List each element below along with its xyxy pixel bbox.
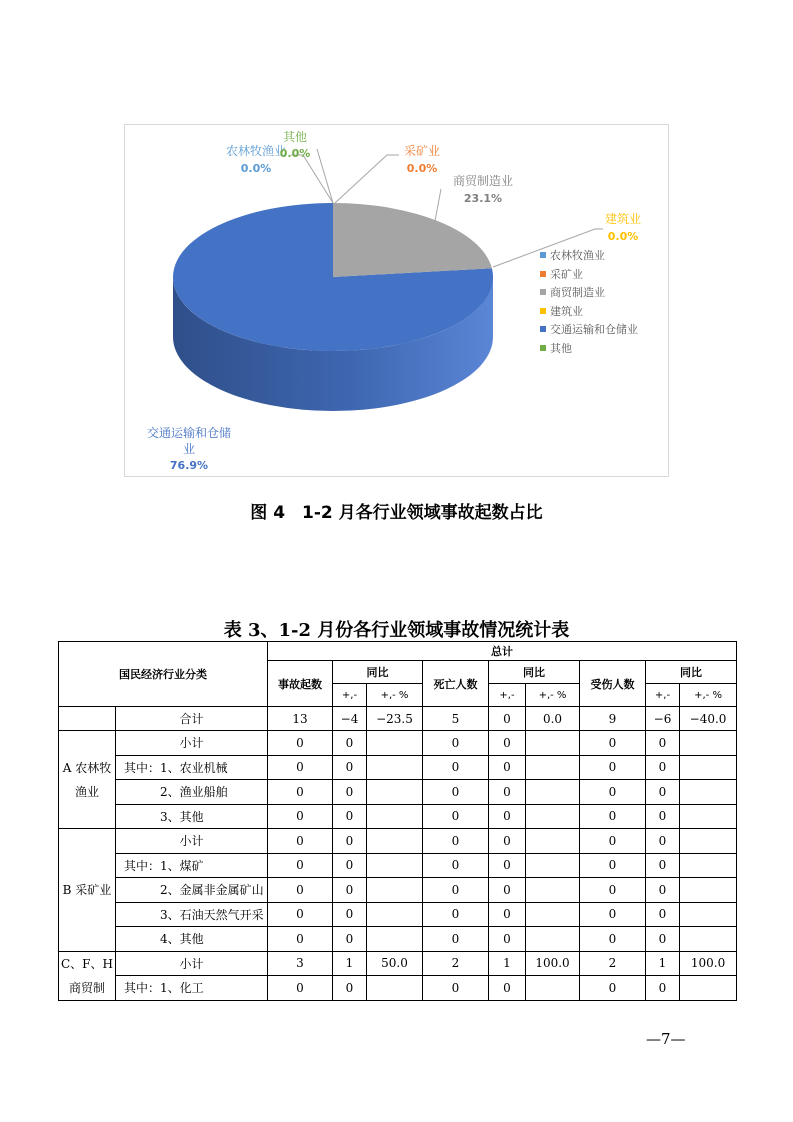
category-cell: C、F、H 商贸制 [59,951,116,1000]
value-cell: 0 [489,902,526,927]
value-cell: 0 [646,731,680,756]
value-cell: 9 [580,707,646,731]
value-cell: 0 [580,731,646,756]
value-cell: 0 [489,804,526,829]
header-yoy: 同比 [646,661,737,684]
value-cell [680,878,737,903]
value-cell: 100.0 [526,951,580,976]
value-cell: 0 [268,976,333,1001]
value-cell: 0 [489,707,526,731]
legend-label: 商贸制造业 [550,286,605,300]
table-row [59,829,737,854]
value-cell [367,902,423,927]
legend-swatch [540,326,546,332]
data-label-build-name: 建筑业 [604,212,642,226]
row-label: 其中：1、煤矿 [116,853,268,878]
data-label-transport-value: 76.9% [169,459,209,472]
value-cell: −6 [646,707,680,731]
value-cell [680,853,737,878]
value-cell: 0 [580,927,646,952]
leader-line-trade [435,189,441,221]
header-yoy: 同比 [489,661,580,684]
data-label-farm-name: 农林牧渔业 [225,144,287,158]
table-row [59,731,737,756]
value-cell: 2 [580,951,646,976]
header-change-pct: +,- % [367,684,423,707]
value-cell: −4 [333,707,367,731]
table-row [59,976,737,1001]
value-cell: 0 [268,829,333,854]
legend-item [540,320,638,339]
data-label-other-value: 0.0% [279,147,311,160]
value-cell: 0 [646,927,680,952]
value-cell [680,804,737,829]
value-cell: 0 [333,780,367,805]
header-deaths: 死亡人数 [423,661,489,707]
value-cell: 0 [646,902,680,927]
table-caption: 表 3、1-2 月份各行业领域事故情况统计表 [223,620,570,641]
value-cell: 2 [423,951,489,976]
chart-legend [540,246,638,357]
table-row [59,755,737,780]
value-cell: 0 [646,829,680,854]
row-label: 4、其他 [116,927,268,952]
value-cell: 13 [268,707,333,731]
row-label: 其中：1、化工 [116,976,268,1001]
data-label-build-value: 0.0% [607,230,639,243]
value-cell [526,902,580,927]
row-label: 合计 [116,707,268,731]
value-cell: 0 [580,804,646,829]
value-cell: 100.0 [680,951,737,976]
legend-swatch [540,289,546,295]
row-label: 其中：1、农业机械 [116,755,268,780]
legend-item [540,339,638,358]
value-cell: 0 [423,878,489,903]
header-change: +,- [333,684,367,707]
value-cell [680,902,737,927]
data-label-transport-name-1: 交通运输和仓储 [146,426,232,440]
value-cell: 0 [333,755,367,780]
value-cell [680,976,737,1001]
value-cell [680,927,737,952]
table-row [59,927,737,952]
header-yoy: 同比 [333,661,423,684]
legend-label: 其他 [550,341,572,355]
value-cell [680,829,737,854]
value-cell: 0 [268,878,333,903]
legend-swatch [540,271,546,277]
value-cell [367,804,423,829]
legend-item [540,246,638,265]
table-row [59,804,737,829]
value-cell: 0 [423,755,489,780]
page-number: —7— [646,1030,686,1048]
header-injured: 受伤人数 [580,661,646,707]
value-cell [367,853,423,878]
value-cell: 0 [333,902,367,927]
value-cell: 0 [423,780,489,805]
value-cell [526,853,580,878]
value-cell: 50.0 [367,951,423,976]
header-accidents: 事故起数 [268,661,333,707]
value-cell: 0 [489,829,526,854]
data-label-trade-name: 商贸制造业 [452,174,514,188]
value-cell [526,829,580,854]
value-cell: 0 [580,829,646,854]
value-cell: 0 [423,902,489,927]
value-cell: 0 [333,927,367,952]
row-label: 小计 [116,731,268,756]
value-cell: 0 [646,804,680,829]
table-row [59,951,737,976]
table-row [59,902,737,927]
row-label: 2、渔业船舶 [116,780,268,805]
value-cell: 0 [646,976,680,1001]
value-cell: 0 [580,902,646,927]
value-cell: 0 [268,804,333,829]
value-cell: −23.5 [367,707,423,731]
value-cell: 0 [268,755,333,780]
leader-line-other [317,149,333,203]
value-cell: −40.0 [680,707,737,731]
value-cell [367,731,423,756]
value-cell: 0 [423,976,489,1001]
value-cell: 0 [489,731,526,756]
header-change: +,- [646,684,680,707]
table-row [59,707,737,731]
value-cell: 0 [489,853,526,878]
value-cell: 0 [489,780,526,805]
value-cell: 3 [268,951,333,976]
value-cell: 0.0 [526,707,580,731]
header-total: 总计 [268,642,737,661]
value-cell: 0 [333,853,367,878]
value-cell: 0 [580,853,646,878]
value-cell [367,927,423,952]
value-cell [526,731,580,756]
category-cell [59,707,116,731]
value-cell: 0 [333,804,367,829]
value-cell: 0 [489,927,526,952]
value-cell: 0 [646,878,680,903]
legend-item [540,302,638,321]
value-cell [680,755,737,780]
legend-item [540,265,638,284]
value-cell: 0 [268,780,333,805]
value-cell: 0 [580,755,646,780]
value-cell [367,780,423,805]
value-cell: 5 [423,707,489,731]
value-cell: 0 [268,902,333,927]
category-cell: B 采矿业 [59,829,116,952]
value-cell [680,731,737,756]
value-cell: 0 [268,853,333,878]
legend-swatch [540,308,546,314]
value-cell [526,976,580,1001]
legend-label: 农林牧渔业 [550,249,605,263]
legend-label: 采矿业 [550,267,583,281]
data-label-other-name: 其他 [282,130,308,144]
legend-item [540,283,638,302]
value-cell: 0 [268,927,333,952]
legend-swatch [540,345,546,351]
figure-caption: 图 4 1-2 月各行业领域事故起数占比 [250,503,543,523]
value-cell [367,829,423,854]
header-change-pct: +,- % [526,684,580,707]
value-cell: 0 [333,829,367,854]
statistics-table [58,641,737,1001]
value-cell: 0 [489,878,526,903]
value-cell: 0 [423,853,489,878]
value-cell: 0 [580,878,646,903]
pie-slice-trade [333,203,492,277]
header-category: 国民经济行业分类 [59,642,268,707]
value-cell: 0 [423,927,489,952]
value-cell: 0 [333,878,367,903]
row-label: 3、石油天然气开采 [116,902,268,927]
value-cell: 0 [646,780,680,805]
value-cell [367,878,423,903]
value-cell: 0 [580,780,646,805]
data-label-mining-name: 采矿业 [403,144,441,158]
value-cell: 0 [268,731,333,756]
row-label: 3、其他 [116,804,268,829]
value-cell: 1 [646,951,680,976]
data-label-transport-name-2: 业 [182,442,196,456]
row-label: 小计 [116,829,268,854]
row-label: 2、金属非金属矿山 [116,878,268,903]
value-cell: 0 [333,976,367,1001]
value-cell: 0 [489,976,526,1001]
row-label: 小计 [116,951,268,976]
value-cell: 1 [333,951,367,976]
value-cell: 0 [423,731,489,756]
data-label-trade-value: 23.1% [463,192,503,205]
value-cell [526,780,580,805]
legend-swatch [540,252,546,258]
value-cell: 0 [423,829,489,854]
value-cell [526,927,580,952]
table-row [59,780,737,805]
value-cell [526,804,580,829]
value-cell: 0 [646,755,680,780]
value-cell: 0 [580,976,646,1001]
value-cell: 0 [423,804,489,829]
data-label-mining-value: 0.0% [406,162,438,175]
value-cell: 0 [489,755,526,780]
value-cell [367,755,423,780]
value-cell [367,976,423,1001]
value-cell [526,878,580,903]
value-cell: 1 [489,951,526,976]
leader-line-farm [291,155,333,203]
table-row [59,878,737,903]
category-cell: A 农林牧渔业 [59,731,116,829]
header-change-pct: +,- % [680,684,737,707]
table-row [59,853,737,878]
header-change: +,- [489,684,526,707]
value-cell [680,780,737,805]
data-label-farm-value: 0.0% [240,162,272,175]
legend-label: 建筑业 [550,304,583,318]
value-cell: 0 [333,731,367,756]
legend-label: 交通运输和仓储业 [550,323,638,337]
leader-line-mining [335,155,399,203]
value-cell [526,755,580,780]
value-cell: 0 [646,853,680,878]
